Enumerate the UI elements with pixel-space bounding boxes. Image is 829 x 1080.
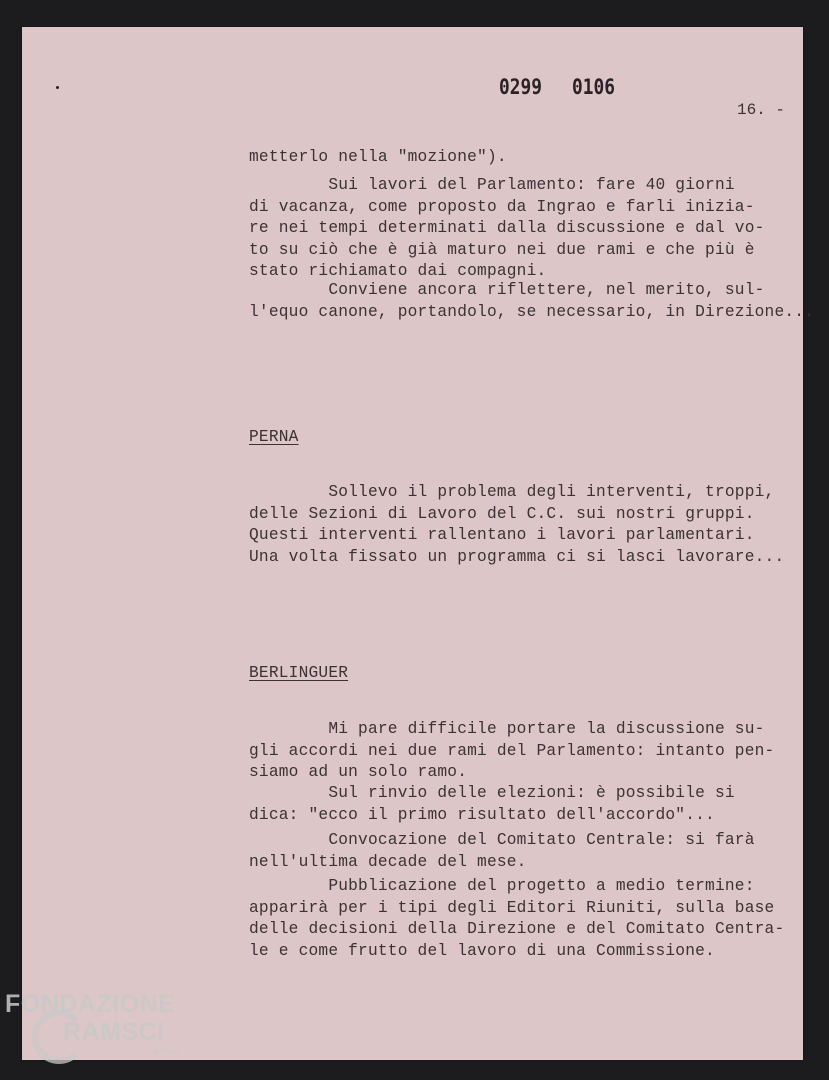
watermark-logo	[5, 990, 180, 1056]
watermark-line1: FONDAZIONE	[5, 990, 176, 1018]
ink-speck	[56, 86, 59, 89]
paragraph-berlinguer-accordi: Mi pare difficile portare la discussione su- gli accordi nei due rami del Parlamento: intanto pen- siamo ad un solo ramo.	[249, 720, 775, 782]
paragraph-berlinguer-pubblicazione: Pubblicazione del progetto a medio termine: apparirà per i tipi degli Editori Riuniti, sulla base delle decisioni della Direzione e del Comitato Centra- le e come frutto del lavoro di una Commissione.	[249, 877, 785, 960]
archive-stamp-right: 0106	[572, 75, 615, 99]
paragraph-perna: Sollevo il problema degli interventi, troppi, delle Sezioni di Lavoro del C.C. sui nostri gruppi. Questi interventi rallentano i lavori parlamentari. Una volta fissato un programma ci si lasci lavorare...	[249, 483, 785, 566]
paragraph-berlinguer-comitato: Convocazione del Comitato Centrale: si farà nell'ultima decade del mese.	[249, 831, 755, 871]
watermark-suffix: onlus	[153, 1046, 180, 1056]
archive-stamp-left: 0299	[499, 75, 542, 99]
paragraph-parlamento: Sui lavori del Parlamento: fare 40 giorni di vacanza, come proposto da Ingrao e farli inizia- re nei tempi determinati dalla discussione e dal vo- to su ciò che è già maturo nei due rami e che più è stato richiamato dai compagni.	[249, 176, 765, 281]
watermark-line2: RAMSCI	[63, 1018, 165, 1046]
paragraph-equo-canone: Conviene ancora riflettere, nel merito, sul- l'equo canone, portandolo, se necessario, in Direzione...	[249, 281, 815, 321]
paragraph-continuation: metterlo nella "mozione").	[249, 148, 507, 166]
speaker-heading-perna: PERNA	[249, 428, 299, 446]
page-number: 16. -	[737, 101, 786, 119]
paragraph-berlinguer-elezioni: Sul rinvio delle elezioni: è possibile si dica: "ecco il primo risultato dell'accordo"...	[249, 784, 735, 824]
speaker-heading-berlinguer: BERLINGUER	[249, 664, 349, 682]
